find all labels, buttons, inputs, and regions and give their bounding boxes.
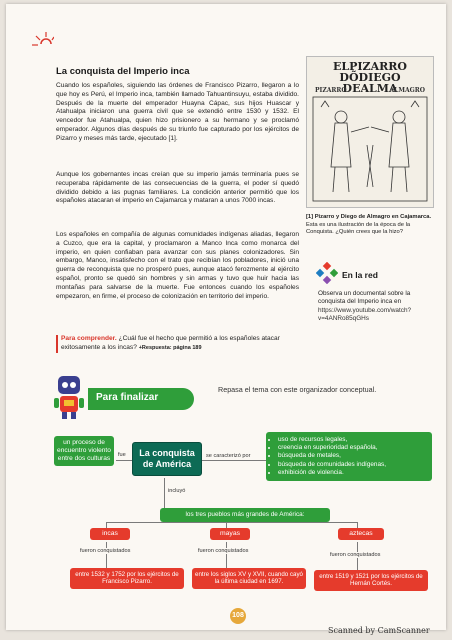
organizer-pueblos-box: los tres pueblos más grandes de América:: [160, 508, 330, 522]
connector-line: [200, 460, 266, 461]
organizer-features-box: [266, 432, 432, 481]
illustration-sub-left: PIZARRO: [315, 87, 347, 94]
robot-mascot-icon: [52, 374, 86, 420]
para-comprender-question: ¿Cuál fue el hecho que permitió a los españoles atacar exitosamente a los incas?: [61, 335, 280, 351]
incas-box: incas: [90, 528, 130, 540]
paragraph-2: Aunque los gobernantes incas creían que su imperio jamás terminaría pues se recuperaba rápidamente de las consecuencias de la guerra, el poder sí quedó dividido debido a las pugnas familiares. La condición anterior permitió que los españoles atacaran el imperio en Cajamarca y mataran a unos 7000 incas.: [56, 171, 299, 205]
incluyo-connector: incluyó: [168, 488, 186, 494]
en-la-red-box: [318, 290, 434, 324]
aztecas-verb: fueron conquistados: [330, 552, 381, 558]
mayas-detail-box: entre los siglos XV y XVII, cuando cayó la última ciudad en 1697.: [192, 568, 306, 589]
sun-decoration-icon: [28, 30, 54, 53]
incas-verb: fueron conquistados: [80, 548, 131, 554]
pizarro-almagro-illustration: [306, 56, 434, 208]
connector-line: [106, 542, 107, 568]
connector-line: [226, 542, 227, 568]
network-cubes-icon: [316, 262, 338, 284]
illustration-sub-right: ALMAGRO: [389, 87, 425, 94]
feature-item: • creencia en superioridad española,: [278, 444, 428, 452]
en-la-red-text: Observa un documental sobre la conquista del Imperio inca en: [318, 290, 411, 306]
para-finalizar-title: Para finalizar: [96, 392, 159, 403]
paragraph-3: Los españoles en compañía de algunas comunidades indígenas aliadas, llegaron a Cuzco, que era la capital, y proclamaron a Manco Inca como monarca del imperio, en quien confiaban para avanzar con sus planes colonizadores. Sin embargo, Manco, insatisfecho con el trato que recibían los pobladores, inició una guerra de reconquista que no prosperó pues, aunque atacó ferozmente al ejército español, pronto se quedó sin hombres y sin armas y tuvo que huir hacia las montañas para salvarse de la muerte. Fue entonces cuando los españoles empezaron, en firme, el proceso de colonización en territorio del imperio.: [56, 231, 299, 300]
para-comprender: [56, 335, 301, 353]
youtube-link[interactable]: https://www.youtube.com/watch?v=4ANRo85qGHs: [318, 306, 412, 323]
features-list: [270, 436, 428, 477]
illustration-drawing: [307, 57, 433, 207]
feature-item: • uso de recursos legales,: [278, 436, 428, 444]
connector-line: [164, 478, 165, 508]
incas-detail-box: entre 1532 y 1752 por los ejércitos de Francisco Pizarro.: [70, 568, 184, 589]
caption-text: Esta es una ilustración de la época de la Conquista. ¿Quién crees que la hizo?: [306, 221, 411, 236]
para-comprender-label: Para comprender.: [61, 335, 117, 342]
connector-line: [106, 522, 358, 523]
mayas-box: mayas: [210, 528, 250, 540]
camscanner-watermark: Scanned by CamScanner: [328, 626, 430, 635]
paragraph-1: Cuando los españoles, siguiendo las órdenes de Francisco Pizarro, llegaron a lo que hoy es Perú, el Imperio inca, también llamado Tahuantinsuyu, estaba dividido. Después de la muerte del emperador Huayna Cápac, sus hijos Huascar y Atahualpa iniciaron una guerra civil que se extendió entre 1530 y 1532. El vencedor fue Atahualpa, quien hizo prisionero a su hermano y se proclamó emperador. Algunos días después de su triunfo fue capturado por los ejércitos de Pizarro y meses más tarde, ejecutado [1].: [56, 82, 299, 142]
respuesta-ref: +Respuesta: página 189: [138, 344, 202, 351]
fue-connector: fue: [118, 452, 126, 458]
se-caracterizo-connector: se caracterizó por: [206, 453, 251, 459]
feature-item: • búsqueda de comunidades indígenas,: [278, 461, 428, 469]
illustration-title: ELPIZARRO DÕDIEGO DEALMA: [333, 60, 407, 95]
para-finalizar-intro: Repasa el tema con este organizador conceptual.: [218, 385, 377, 394]
en-la-red-title: En la red: [342, 270, 378, 280]
illustration-caption: [306, 214, 432, 237]
page-number: 108: [230, 608, 246, 624]
feature-item: • búsqueda de metales,: [278, 452, 428, 460]
mayas-verb: fueron conquistados: [198, 548, 249, 554]
connector-line: [116, 460, 132, 461]
aztecas-detail-box: entre 1519 y 1521 por los ejércitos de Hernán Cortés.: [314, 570, 428, 591]
organizer-main-concept: La conquista de América: [132, 442, 202, 476]
feature-item: • exhibición de violencia.: [278, 469, 428, 477]
section-title: La conquista del Imperio inca: [56, 66, 190, 77]
organizer-left-box: un proceso de encuentro violento entre dos culturas: [54, 436, 114, 466]
caption-ref: [1] Pizarro y Diego de Almagro en Cajamarca.: [306, 214, 432, 220]
aztecas-box: aztecas: [338, 528, 384, 540]
